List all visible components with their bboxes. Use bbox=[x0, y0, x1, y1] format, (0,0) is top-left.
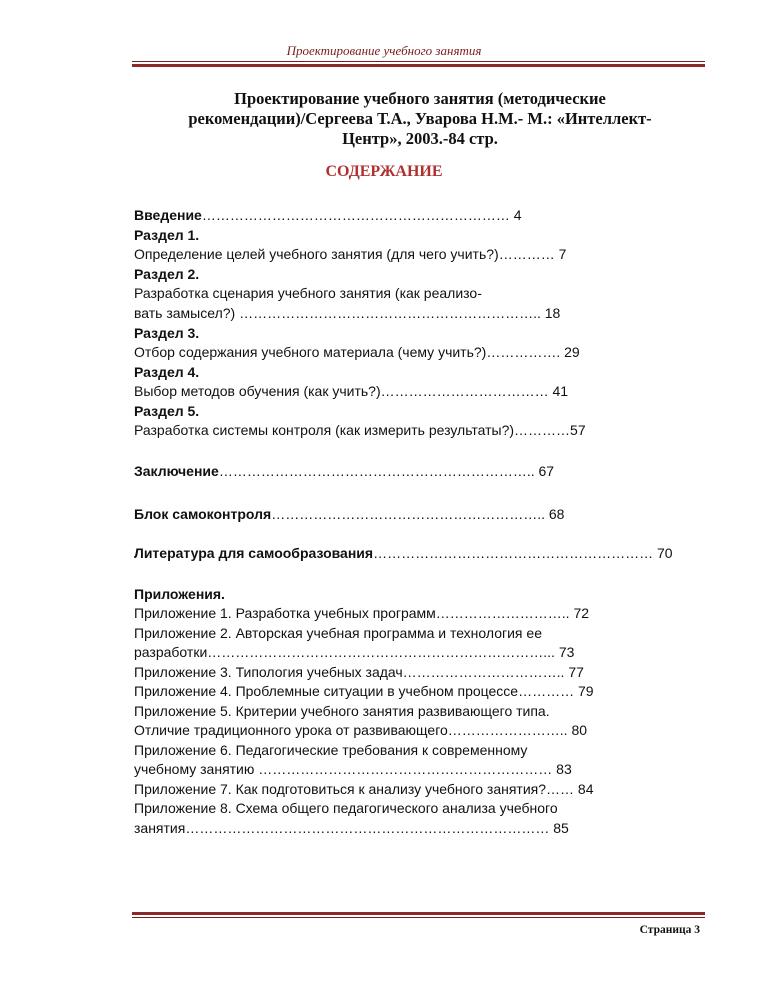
toc-selfcheck-label: Блок самоконтроля bbox=[134, 506, 272, 522]
toc-appendices-heading: Приложения. bbox=[134, 586, 225, 602]
toc-intro bbox=[134, 206, 522, 224]
toc-section-3-text: Отбор содержания учебного материала (чему учить?)……………. 29 bbox=[134, 344, 580, 360]
toc-appendix-line: Приложение 2. Авторская учебная программа и технология ее bbox=[134, 625, 542, 641]
book-title-line: рекомендации)/Сергеева Т.А., Уварова Н.М.- М.: «Интеллект- bbox=[188, 109, 652, 128]
header-rule-thin bbox=[132, 61, 705, 62]
toc-appendix-line: Приложение 8. Схема общего педагогического анализа учебного bbox=[134, 800, 558, 816]
contents-heading: СОДЕРЖАНИЕ bbox=[325, 163, 443, 180]
header-rule-thick bbox=[132, 64, 705, 67]
toc-section-1-text: Определение целей учебного занятия (для чего учить?)………… 7 bbox=[134, 246, 567, 262]
toc-section-5-heading: Раздел 5. bbox=[134, 403, 200, 419]
toc-section-5-text: Разработка системы контроля (как измерить результаты?)…………57 bbox=[134, 422, 586, 438]
book-title bbox=[140, 89, 700, 149]
footer-rule-thin bbox=[132, 917, 705, 918]
toc-section-1-heading: Раздел 1. bbox=[134, 227, 200, 243]
toc-literature-leader: …………………………………………………… 70 bbox=[373, 545, 673, 561]
toc-conclusion bbox=[134, 462, 554, 480]
toc-conclusion-leader: ………………………………………………………….. 67 bbox=[218, 463, 555, 479]
toc-section-2-text: Разработка сценария учебного занятия (как реализо- bbox=[134, 285, 482, 301]
toc-section-2-heading: Раздел 2. bbox=[134, 266, 200, 282]
toc-section-2-text-cont: вать замысел?) ……………………………………………………….. 18 bbox=[134, 305, 561, 321]
toc-appendix-line: Приложение 7. Как подготовиться к анализу учебного занятия?…… 84 bbox=[134, 781, 594, 797]
toc-section-4-heading: Раздел 4. bbox=[134, 364, 200, 380]
footer-rule-thick bbox=[132, 912, 705, 915]
toc-appendix-line: Приложение 6. Педагогические требования к современному bbox=[134, 742, 528, 758]
toc-section-3-heading: Раздел 3. bbox=[134, 325, 200, 341]
running-header: Проектирование учебного занятия bbox=[286, 43, 482, 58]
toc-appendix-line: разработки………………………………………………………………... 73 bbox=[134, 644, 575, 660]
toc-appendix-line: Приложение 5. Критерии учебного занятия развивающего типа. bbox=[134, 703, 550, 719]
toc-selfcheck-leader: ………………………………………………….. 68 bbox=[271, 506, 565, 522]
toc-appendix-line: Приложение 1. Разработка учебных программ……………………….. 72 bbox=[134, 605, 590, 621]
toc-appendix-line: Приложение 3. Типология учебных задач…………………………….. 77 bbox=[134, 664, 584, 680]
toc-section-4-text: Выбор методов обучения (как учить?)……………………………… 41 bbox=[134, 383, 569, 399]
toc-intro-label: Введение bbox=[134, 207, 202, 223]
toc-conclusion-label: Заключение bbox=[134, 463, 219, 479]
toc-appendix-line: учебному занятию ……………………………………………………… 83 bbox=[134, 761, 572, 777]
toc-intro-page: 4 bbox=[509, 207, 522, 223]
page-number: Страница 3 bbox=[639, 924, 700, 936]
book-title-line: Проектирование учебного занятия (методические bbox=[234, 89, 606, 108]
toc-literature-label: Литература для самообразования bbox=[134, 545, 374, 561]
toc-appendix-line: Приложение 4. Проблемные ситуации в учебном процессе………… 79 bbox=[134, 683, 594, 699]
toc-appendix-line: Отличие традиционного урока от развивающего…………………….. 80 bbox=[134, 722, 588, 738]
toc-intro-leader: ………………………………………………………… bbox=[201, 207, 510, 223]
book-title-line: Центр», 2003.-84 стр. bbox=[342, 129, 498, 148]
toc-appendix-line: занятия…………………………………………………………………… 85 bbox=[134, 820, 569, 836]
toc-literature bbox=[134, 544, 673, 562]
toc-selfcheck bbox=[134, 505, 564, 523]
